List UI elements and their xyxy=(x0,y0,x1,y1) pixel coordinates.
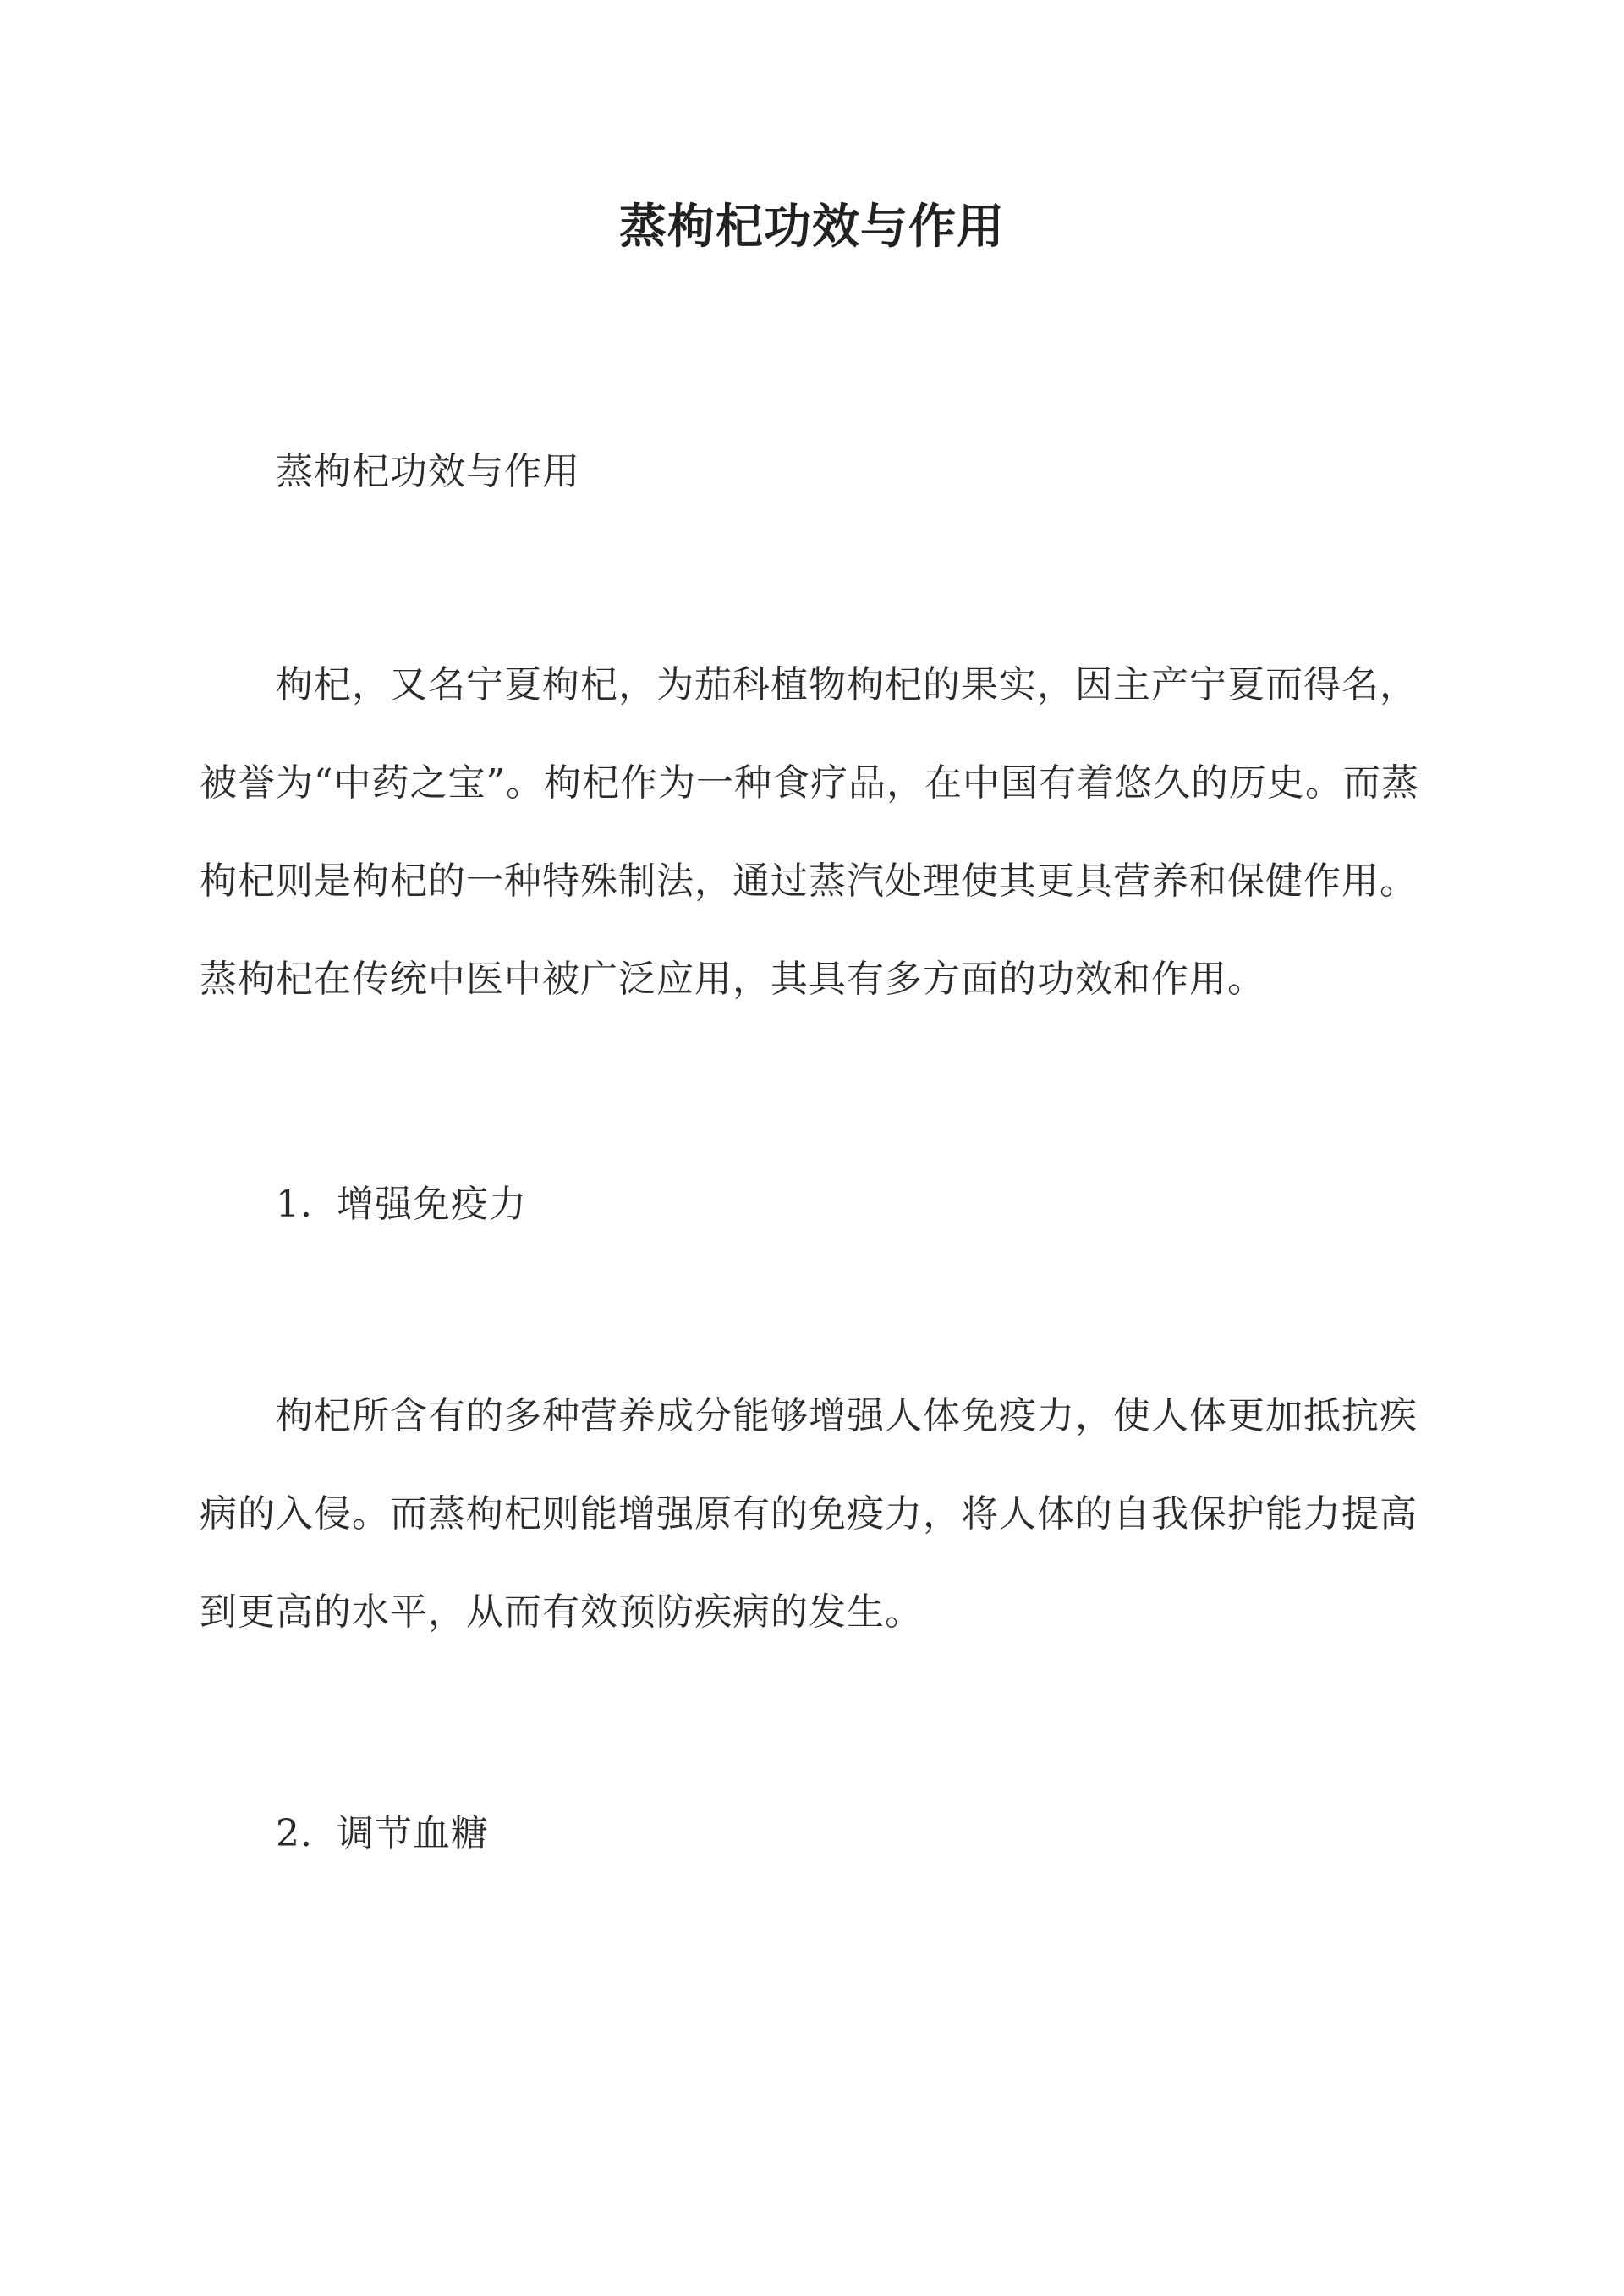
section-heading-2 xyxy=(276,1785,489,1883)
section-title-1: 增强免疫力 xyxy=(336,1183,527,1226)
section-number-1: 1. xyxy=(276,1183,313,1226)
section-heading-1 xyxy=(276,1156,527,1254)
section-title-2: 调节血糖 xyxy=(336,1812,489,1855)
intro-paragraph: 枸杞，又名宁夏枸杞，为茄科植物枸杞的果实，因主产宁夏而得名，被誉为“中药之宝”。枸杞作为一种食疗品，在中国有着悠久的历史。而蒸枸杞则是枸杞的一种特殊制法，通过蒸汽处理使其更具营养和保健作用。蒸枸杞在传统中医中被广泛应用，其具有多方面的功效和作用。 xyxy=(200,663,1419,1001)
section-number-2: 2. xyxy=(276,1812,313,1855)
document-subtitle: 蒸枸杞功效与作用 xyxy=(276,450,580,493)
section-body-1: 枸杞所含有的多种营养成分能够增强人体免疫力，使人体更加抵抗疾病的入侵。而蒸枸杞则能增强原有的免疫力，将人体的自我保护能力提高到更高的水平，从而有效预防疾病的发生。 xyxy=(200,1394,1418,1634)
document-title: 蒸枸杞功效与作用 xyxy=(619,199,1005,255)
